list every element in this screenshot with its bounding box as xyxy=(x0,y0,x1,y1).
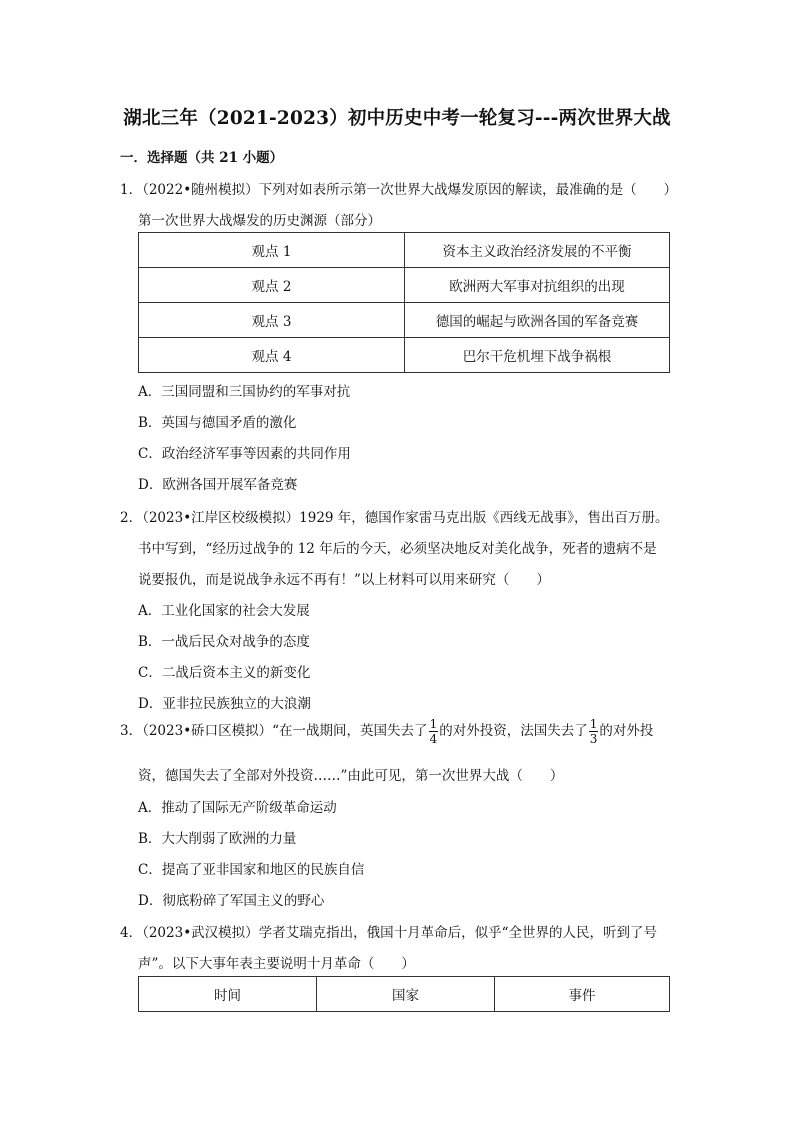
table-cell-value: 德国的崛起与欧洲各国的军备竞赛 xyxy=(405,303,670,338)
q3-option-a: A．推动了国际无产阶级革命运动 xyxy=(138,800,337,816)
q3-stem-line1 xyxy=(120,718,653,745)
q3-fraction-1 xyxy=(429,718,439,745)
fraction-numerator: 1 xyxy=(429,717,438,731)
fraction-numerator: 1 xyxy=(589,717,598,731)
table-cell-value: 资本主义政治经济发展的不平衡 xyxy=(405,233,670,268)
q3-text-part3: 的对外投 xyxy=(599,723,654,739)
table-header-cell: 事件 xyxy=(495,977,670,1012)
q2-option-c: C．二战后资本主义的新变化 xyxy=(138,665,311,681)
q2-stem-line3: 说要报仇，而是说战争永远不再有！”以上材料可以用来研究（ ） xyxy=(138,572,550,588)
table-row xyxy=(139,303,670,338)
q2-stem-line1: 2．（2023•江岸区校级模拟）1929 年，德国作家雷马克出版《西线无战事》，售出百万册。 xyxy=(120,510,669,526)
table-header-cell: 时间 xyxy=(139,977,317,1012)
section-heading: 一．选择题（共 21 小题） xyxy=(120,150,284,166)
q3-text-part1: 3．（2023•硚口区模拟）“在一战期间，英国失去了 xyxy=(120,723,428,739)
table-cell-label: 观点 2 xyxy=(139,268,405,303)
table-cell-value: 欧洲两大军事对抗组织的出现 xyxy=(405,268,670,303)
fraction-denominator: 4 xyxy=(429,732,438,746)
q3-stem-line2: 资，德国失去了全部对外投资……”由此可见，第一次世界大战（ ） xyxy=(138,768,564,784)
q1-option-c: C．政治经济军事等因素的共同作用 xyxy=(138,446,351,462)
q2-option-d: D．亚非拉民族独立的大浪潮 xyxy=(138,696,311,712)
table-row xyxy=(139,338,670,373)
document-title: 湖北三年（2021-2023）初中历史中考一轮复习---两次世界大战 xyxy=(123,108,671,129)
q1-table-caption: 第一次世界大战爆发的历史渊源（部分） xyxy=(138,213,381,229)
table-cell-label: 观点 1 xyxy=(139,233,405,268)
q1-table xyxy=(138,232,670,373)
table-row xyxy=(139,233,670,268)
table-header-row xyxy=(139,977,670,1012)
q2-stem-line2: 书中写到，“经历过战争的 12 年后的今天，必须坚决地反对美化战争，死者的遗病不是 xyxy=(138,541,657,557)
q3-fraction-2 xyxy=(589,718,599,745)
q4-table xyxy=(138,976,670,1012)
table-header-cell: 国家 xyxy=(317,977,495,1012)
fraction-denominator: 3 xyxy=(589,732,598,746)
q3-text-part2: 的对外投资，法国失去了 xyxy=(439,723,588,739)
q3-option-b: B．大大削弱了欧洲的力量 xyxy=(138,831,297,847)
q1-option-b: B．英国与德国矛盾的激化 xyxy=(138,415,297,431)
q2-option-a: A．工业化国家的社会大发展 xyxy=(138,603,310,619)
q3-option-c: C．提高了亚非国家和地区的民族自信 xyxy=(138,862,365,878)
q1-option-d: D．欧洲各国开展军备竞赛 xyxy=(138,477,298,493)
q4-stem-line1: 4．（2023•武汉模拟）学者艾瑞克指出，俄国十月革命后，似乎“全世界的人民，听到了号 xyxy=(120,925,658,941)
q1-stem: 1．（2022•随州模拟）下列对如表所示第一次世界大战爆发原因的解读，最准确的是（ ） xyxy=(120,182,678,198)
table-cell-value: 巴尔干危机埋下战争祸根 xyxy=(405,338,670,373)
q1-option-a: A．三国同盟和三国协约的军事对抗 xyxy=(138,384,351,400)
table-row xyxy=(139,268,670,303)
table-cell-label: 观点 4 xyxy=(139,338,405,373)
table-cell-label: 观点 3 xyxy=(139,303,405,338)
q4-stem-line2: 声”。以下大事年表主要说明十月革命（ ） xyxy=(138,956,415,972)
q2-option-b: B．一战后民众对战争的态度 xyxy=(138,634,310,650)
q3-option-d: D．彻底粉碎了军国主义的野心 xyxy=(138,893,325,909)
